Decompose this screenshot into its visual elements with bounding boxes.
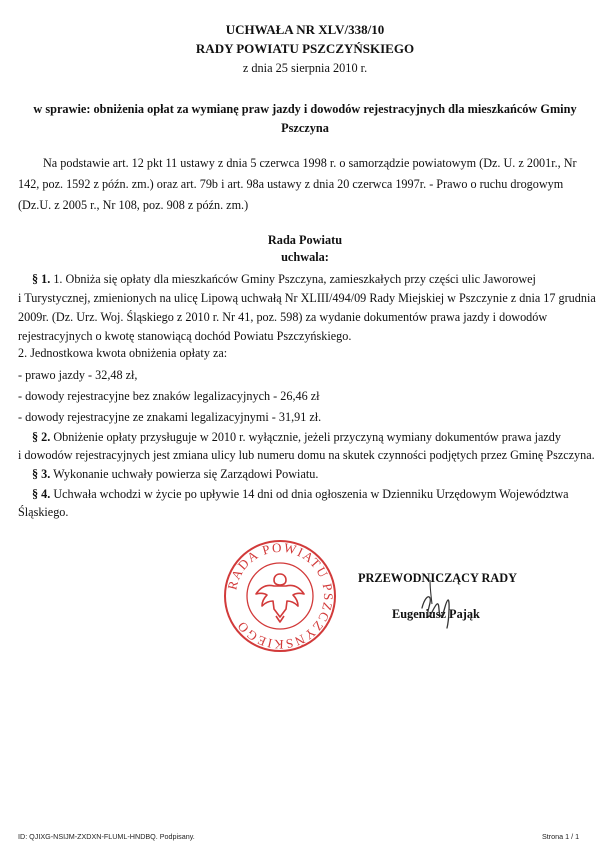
fee-item-registration-with-stickers: - dowody rejestracyjne ze znakami legalizacyjnymi - 31,91 zł. bbox=[18, 410, 322, 424]
resolution-date: z dnia 25 sierpnia 2010 r. bbox=[242, 61, 368, 75]
section-3-line-1: § 3. Wykonanie uchwały powierza się Zarządowi Powiatu. bbox=[32, 467, 319, 481]
fee-item-registration-without-stickers: - dowody rejestracyjne bez znaków legalizacyjnych - 26,46 zł bbox=[18, 389, 320, 403]
resolution-title: UCHWAŁA NR XLV/338/10 bbox=[225, 22, 385, 37]
fee-item-driving-licence: - prawo jazdy - 32,48 zł, bbox=[18, 368, 138, 382]
resolves-heading: uchwala: bbox=[281, 250, 329, 264]
section-1-line-4: rejestracyjnych o kwotę stanowiącą dochód Powiatu Pszczyńskiego. bbox=[18, 329, 352, 343]
chairman-title: PRZEWODNICZĄCY RADY bbox=[358, 571, 518, 585]
eagle-emblem bbox=[256, 574, 304, 622]
council-heading: Rada Powiatu bbox=[267, 233, 343, 247]
section-1-line-5: 2. Jednostkowa kwota obniżenia opłaty za: bbox=[18, 346, 228, 360]
section-3-mark: § 3. bbox=[32, 467, 51, 481]
chairman-name: Eugeniusz Pająk bbox=[392, 607, 480, 621]
seal-inscription: RADA POWIATU PSZCZYŃSKIEGO bbox=[224, 539, 337, 653]
subject-line-1: w sprawie: obniżenia opłat za wymianę praw jazdy i dowodów rejestracyjnych dla mieszkańców Gminy bbox=[33, 102, 577, 116]
subject-line-2: Pszczyna bbox=[281, 121, 329, 135]
section-4-mark: § 4. bbox=[32, 487, 51, 501]
section-2-line-1: § 2. Obniżenie opłaty przysługuje w 2010 r. wyłącznie, jeżeli przyczyną wymiany dokumentów prawa jazdy bbox=[32, 430, 561, 444]
handwritten-signature bbox=[404, 578, 464, 633]
section-4-line-2: Śląskiego. bbox=[18, 505, 69, 519]
section-1-line-2: i Turystycznej, zmienionych na ulicę Lipową uchwałą Nr XLIII/494/09 Rady Miejskiej w Pszczynie z dnia 17 grudnia bbox=[18, 291, 596, 305]
preamble-line-1: Na podstawie art. 12 pkt 11 ustawy z dnia 5 czerwca 1998 r. o samorządzie powiatowym (Dz. U. z 2001r., Nr bbox=[43, 156, 577, 170]
section-1-line-1: § 1. 1. Obniża się opłaty dla mieszkańców Gminy Pszczyna, zamieszkałych przy części ulic Jaworowej bbox=[32, 272, 536, 286]
section-1-line-3: 2009r. (Dz. Urz. Woj. Śląskiego z 2010 r. Nr 41, poz. 598) za wydanie dokumentów prawa jazdy i dowodów bbox=[18, 310, 548, 324]
issuing-body: RADY POWIATU PSZCZYŃSKIEGO bbox=[195, 41, 415, 56]
document-id: ID: QJIXG-NSIJM-ZXDXN-FLUML-HNDBQ. Podpisany. bbox=[18, 832, 195, 841]
council-seal bbox=[222, 538, 338, 654]
section-4-line-1: § 4. Uchwała wchodzi w życie po upływie 14 dni od dnia ogłoszenia w Dzienniku Urzędowym Województwa bbox=[32, 487, 569, 501]
preamble-line-3: (Dz.U. z 2005 r., Nr 108, poz. 908 z późn. zm.) bbox=[18, 198, 249, 212]
page-number: Strona 1 / 1 bbox=[542, 832, 580, 841]
section-2-line-2: i dowodów rejestracyjnych jest zmiana ulicy lub numeru domu na skutek czynności podjętych przez Gminę Pszczyna. bbox=[18, 448, 595, 462]
section-2-mark: § 2. bbox=[32, 430, 51, 444]
section-1-mark: § 1. bbox=[32, 272, 51, 286]
preamble-line-2: 142, poz. 1592 z późn. zm.) oraz art. 79b i art. 98a ustawy z dnia 20 czerwca 1997r. - Prawo o ruchu drogowym bbox=[18, 177, 564, 191]
